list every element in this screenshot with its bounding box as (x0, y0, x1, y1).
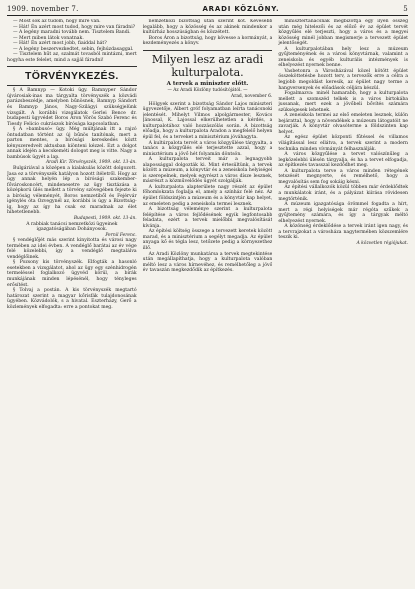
article-paragraph: A bizottság véleménye szerint a kulturpalota felépítése a város fejlődésének egyik legfontosabb feladata, ezért a tervek mielőbbi megvalósítását kívánja. (142, 207, 273, 229)
article-dateline: Arad, november 6. (231, 93, 273, 99)
article-paragraph: Boros Áron a bizottság, hogy kövesse a kormányát, a kezdeményezés a könyv. (142, 35, 273, 47)
article-paragraph: Bulgáriával a középen a kialakulás között dolgozott. Jasa ez a törvényszék hatályon hozott ítéletről. Hogy az ügy annak helyén lép a bírósági szakember-fővároskoncért, mindenesetre az ügy tisztázása a középkorú ülés mellett a törvény szövegében fejezte ki a bíróság véleményét, Boros nemzetiből és Fejérvár igénylés óta Ozvegynél az, korábbi is úgy a Bizottság-ig, hogy az így ha csak ez maradnak az élet hihetetlenebb. (7, 166, 137, 216)
dateline: Aradi Kir. Törvényszék, 1909. okt. 13-án. (46, 160, 137, 166)
article-paragraph: A kulturpalotában hely lesz a múzeum gyűjteményének és a városi könyvtárnak, valamint a zeneiskola és egyéb kulturális intézmények is elhelyezést nyernek benne. (278, 46, 408, 69)
column-2 (143, 19, 273, 589)
dateline: Budapesti, 1909. okt. 13-án. (73, 215, 137, 221)
article-paragraph: § A Bamnyp — Kotoki ügy. Bamnyper Sándor újvárosiak-inas ma tárgyalta törvényszék a közvádi parázsbeszédje, amelyben bűnösnek, Bamnyp Sándort és Bamnyp János, Nagy-Szilágyi szükségjelünk vizsgált. A korábbi vizsgálatok Gerlei Bence dr. budapesti ügyvédet Boros Áron Vörös Szabó Ferenc és Tiesdy Felicio cukrászok bírósága kapcsolatban. (7, 88, 137, 127)
article-paragraph: A zeneiskola termei az első emeleten lesznek, külön bejárattal, hogy a növendékek a múzeum látogatóit ne zavarják. A könyvtár olvasóterme a földszinten kap helyet. (278, 113, 408, 135)
article-paragraph: A kulturpalota terveit már a legnagyobb alapossággal dolgozták ki. Mint értesültünk, a tervek között a múzeum, a könyvtár és a zeneiskola helyiségei is szerepelnek, melyek egyrészt a város dísze lesznek, másrészt a közművelődés ügyét szolgálják. (142, 157, 273, 185)
article-note: A rabbiak tanácsi nemzetközi ügyeinek igazgatóságában Dohányosok. (26, 221, 118, 233)
dialog-line: — Tisztelem hűt az, szalmát tovasból mintázni, mert hogyha este felelet, mind a sajjál fáradni! (7, 52, 137, 63)
article-paragraph: A város közgyűlése a tervet valószínűleg a legközelebbi ülésén tárgyalja, és ha a tervet elfogadja, az építkezés tavasszal kezdődhet meg. (278, 152, 408, 169)
article-paragraph: Fogalmazva: minél hamarabb, hogy a kulturpalota mellett a szomszéd telkek is a város birtokába jussanak, mert ezek a jövőbeli bővítés számára szükségesek lehetnek. (278, 91, 408, 113)
article-headline: Milyen lesz az aradi kulturpalota. (151, 52, 264, 79)
dialog-line: — Mert miben látok vonatnak. (13, 35, 84, 41)
header-date: 1909. november 7. (7, 5, 79, 13)
article-paragraph: A kultúrpalota tervét a város közgyűlése tárgyalta, a tanács a közgyűlés elé terjesztette azzal, hogy a minisztérium a jövő hét folyamán döntsön. (142, 140, 273, 157)
article-paragraph: nemzetközi bizottság után szerint köt. Kevesebb legalább, hogy a közösség és az akinek mindenkor a kultúrház hosszúságban és közzétett. (142, 19, 273, 36)
article-paragraph: § A »bambusó« ügy. Még múltjának itt a rajzó öntudatban történt az új bűnös tanítónak, mert a parton mentes, a bírósági kereskedés köztt kényszeredvelt aktusban kiönteni kézzel. Ezt a dolgot annak idején a kecskeméti dologot meg is vitte. Nagy a bambúsok ügyét a lap. (7, 127, 137, 160)
article-paragraph: Az egész épület központi fűtéssel és villamos világítással lesz ellátva, a tervek szerint a modern technika minden vívmányát felhasználják. (278, 135, 408, 152)
columns (7, 19, 408, 589)
dialog-line: — Hát! Én azért most tudod, hogy mire van fáradni? (13, 24, 136, 30)
article-subheadline: A tervek a miniszter előtt. (166, 80, 249, 87)
column-3 (278, 19, 408, 589)
article-paragraph: Az építési vállalkozók közül többen már érdeklődtek a munkálatok iránt, és a pályázat kiírása rövidesen megtörténik. (278, 185, 408, 202)
column-1 (7, 19, 137, 589)
article-paragraph: § Pozsony kis törvényszék. Elfogták a hasonló esetekben a vizsgálatot, ahol az ügy egy szénhidrogén termeléssel foglalkozó ügyvéd körül, a bírák munkájának minden lépésénél, hogy tényleges erősítést. (7, 260, 137, 288)
header-page-number: 5 (403, 5, 408, 13)
signature: A közvetlen régiójukat. (356, 240, 408, 246)
dialog-line: — A legény maradni tovább nem. Tisztelem Bandi. (13, 30, 131, 36)
section-divider (143, 50, 273, 51)
article-paragraph: § vendéglőjét más szerint kinyitotta és városi nagy termében az idei évben. A vendéglő barátai az év vége felé közelebbi, így a vendéglő megtalálva vendéglőinek. (7, 238, 137, 260)
section-divider (7, 66, 137, 67)
dialog-line: — Most sok az tudom, hogy mire van. (13, 19, 101, 24)
article-paragraph: minisztertanácsnak megbízottja egy ilyen összeg után még hitelezői és az előző év az épület tervét közgyűlés elé terjeszti, hogy a város és a megyei közösség minél jobban megismerje a tervezett épület jelentőségét. (278, 19, 408, 47)
article-paragraph: A közönség érdeklődése a tervek iránt igen nagy, és a tervrajzokat a városháza nagytermében közszemlére teszik ki. (278, 224, 408, 241)
article-paragraph: A múzeum igazgatósága örömmel fogadta a hírt, mert a régi helyiségek már régóta szűkek a gyűjtemény számára, és így a tárgyak méltó elhelyezést nyernek. (278, 202, 408, 224)
header-publication-title: ARADI KÖZLÖNY. (202, 5, 280, 13)
page-header (7, 5, 408, 16)
article-paragraph: A kulturpalota terve a város minden rétegének tetszését megnyerte, és remélhető, hogy a megvalósítás sem fog sokáig késni. (278, 168, 408, 185)
article-paragraph: § Tolvaj a postán. A kis törvényszék megtartó határozat szerint a magyar kőrisfák tulajdonosának ügyében. Közvádolók, s a hivatal. Eszterházy, Gerő a közlemények elfogadta: erre a pontokat meg. (7, 288, 137, 310)
article-paragraph: Hölgyek szerint a bizottság Sándor Lajos miniszteri ügyvezetője, Albert gróf folyamatban leírta tanácsnoki jelentését. Mihelyt Vilmos alpolgármester, Kovács Jánossal, K. Lajossal elkerülhetetlen a kérdés, a kulturpalotához való hozzászólás során. A bizottság előadja, hogy a kulturpalota Aradon a megfelelő helyen épül fel, és a terveket a minisztérium jóváhagyta. (142, 101, 273, 141)
signature: Pernil Ferenc. (105, 232, 137, 238)
dialog-line: — A legény beszervezkedtet, sebin, fejhúzdasaggal. (13, 46, 134, 52)
section-divider (7, 85, 137, 86)
article-paragraph: Az építési költség összege a tervezett keretek között marad, és a minisztérium a segélyt megadja. Az épület anyaga kő és tégla lesz, tetőzete pedig a környezethez illő. (142, 229, 273, 251)
dialog-line: — Hát! Én azért most jobb, fiaiddal hát? (13, 41, 107, 47)
article-source: — Az Aradi Közlöny tudósítójától. — (167, 87, 248, 93)
article-paragraph: Az Aradi Közlöny munkatársa a tervek megtekintése után megállapíthatja, hogy a kulturpalota valóban méltó lesz a város hírnevéhez, és remélhetőleg a jövő év tavaszán megkezdődik az építkezés. (142, 251, 273, 274)
article-paragraph: Vasbetonra a Városházával közel kötött épület összeköttetésbe hozott terv, a tervezők erre a célra a legjobb megoldást keresik, az épület nagy terme a hangversenyek és előadások céljára készül. (278, 68, 408, 91)
section-title-court: TÖRVÉNYKEZÉS. (24, 70, 119, 83)
article-paragraph: A kulturpalota alapterülete nagy részét az épület főhomlokzata foglalja el, amely a színház felé néz. Az épület földszintjén a múzeum és a könyvtár kap helyet, az emeleten pedig a zeneiskola termei lesznek. (142, 184, 273, 207)
